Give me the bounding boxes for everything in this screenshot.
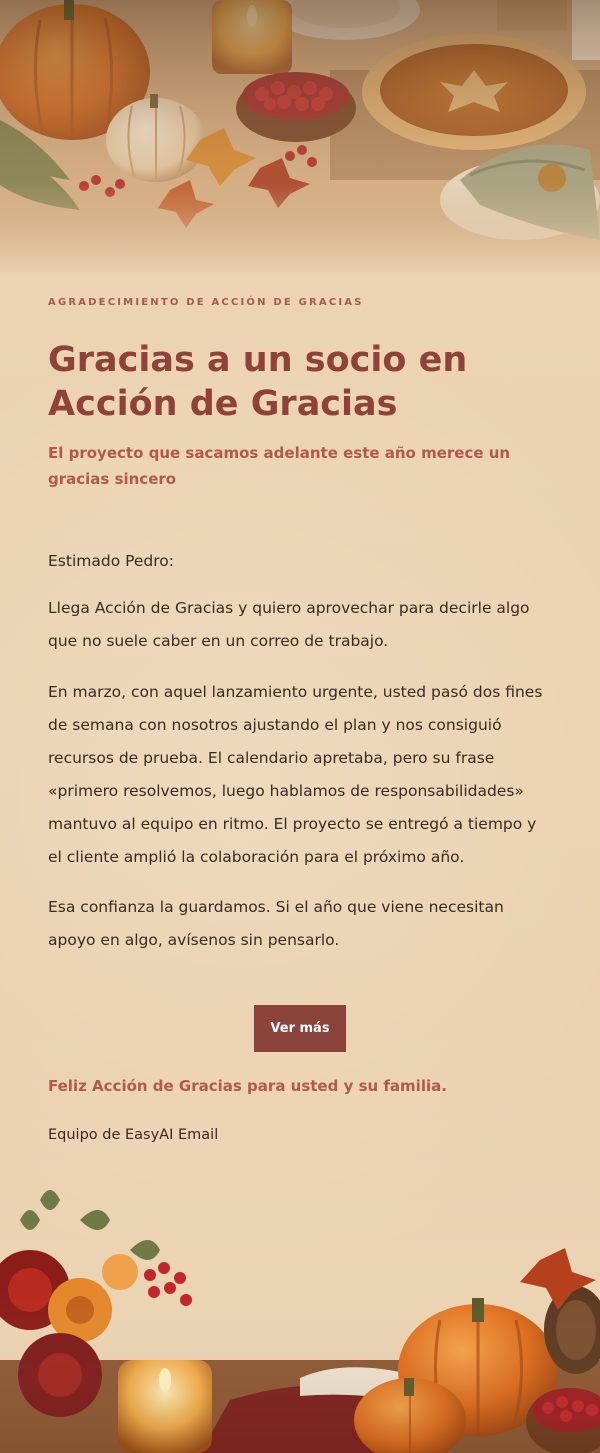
body-paragraph-3: Esa confianza la guardamos. Si el año que viene necesitan apoyo en algo, avísenos sin pensarlo. xyxy=(48,898,504,949)
closing-line: Feliz Acción de Gracias para usted y su familia. xyxy=(48,1077,447,1095)
email-title: Gracias a un socio en Acción de Gracias xyxy=(48,340,468,424)
body-paragraph-2: En marzo, con aquel lanzamiento urgente, usted pasó dos fines de semana con nosotros ajustando el plan y nos consiguió recursos de prueba. El calendario apretaba, pero su frase «primero resolvemos, luego hablamos de responsabilidades» mantuvo al equipo en ritmo. El proyecto se entregó a tiempo y el cliente amplió la colaboración para el próximo año. xyxy=(48,683,543,866)
greeting: Estimado Pedro: xyxy=(48,552,175,570)
eyebrow-label: AGRADECIMIENTO DE ACCIÓN DE GRACIAS xyxy=(48,297,364,308)
email-subtitle: El proyecto que sacamos adelante este año merece un gracias sincero xyxy=(48,444,511,488)
ver-mas-button[interactable]: Ver más xyxy=(254,1005,346,1052)
thanksgiving-table-image xyxy=(0,0,600,280)
autumn-decoration-image xyxy=(0,1160,600,1453)
signature: Equipo de EasyAI Email xyxy=(48,1127,219,1143)
body-paragraph-1: Llega Acción de Gracias y quiero aprovechar para decirle algo que no suele caber en un correo de trabajo. xyxy=(48,599,530,650)
